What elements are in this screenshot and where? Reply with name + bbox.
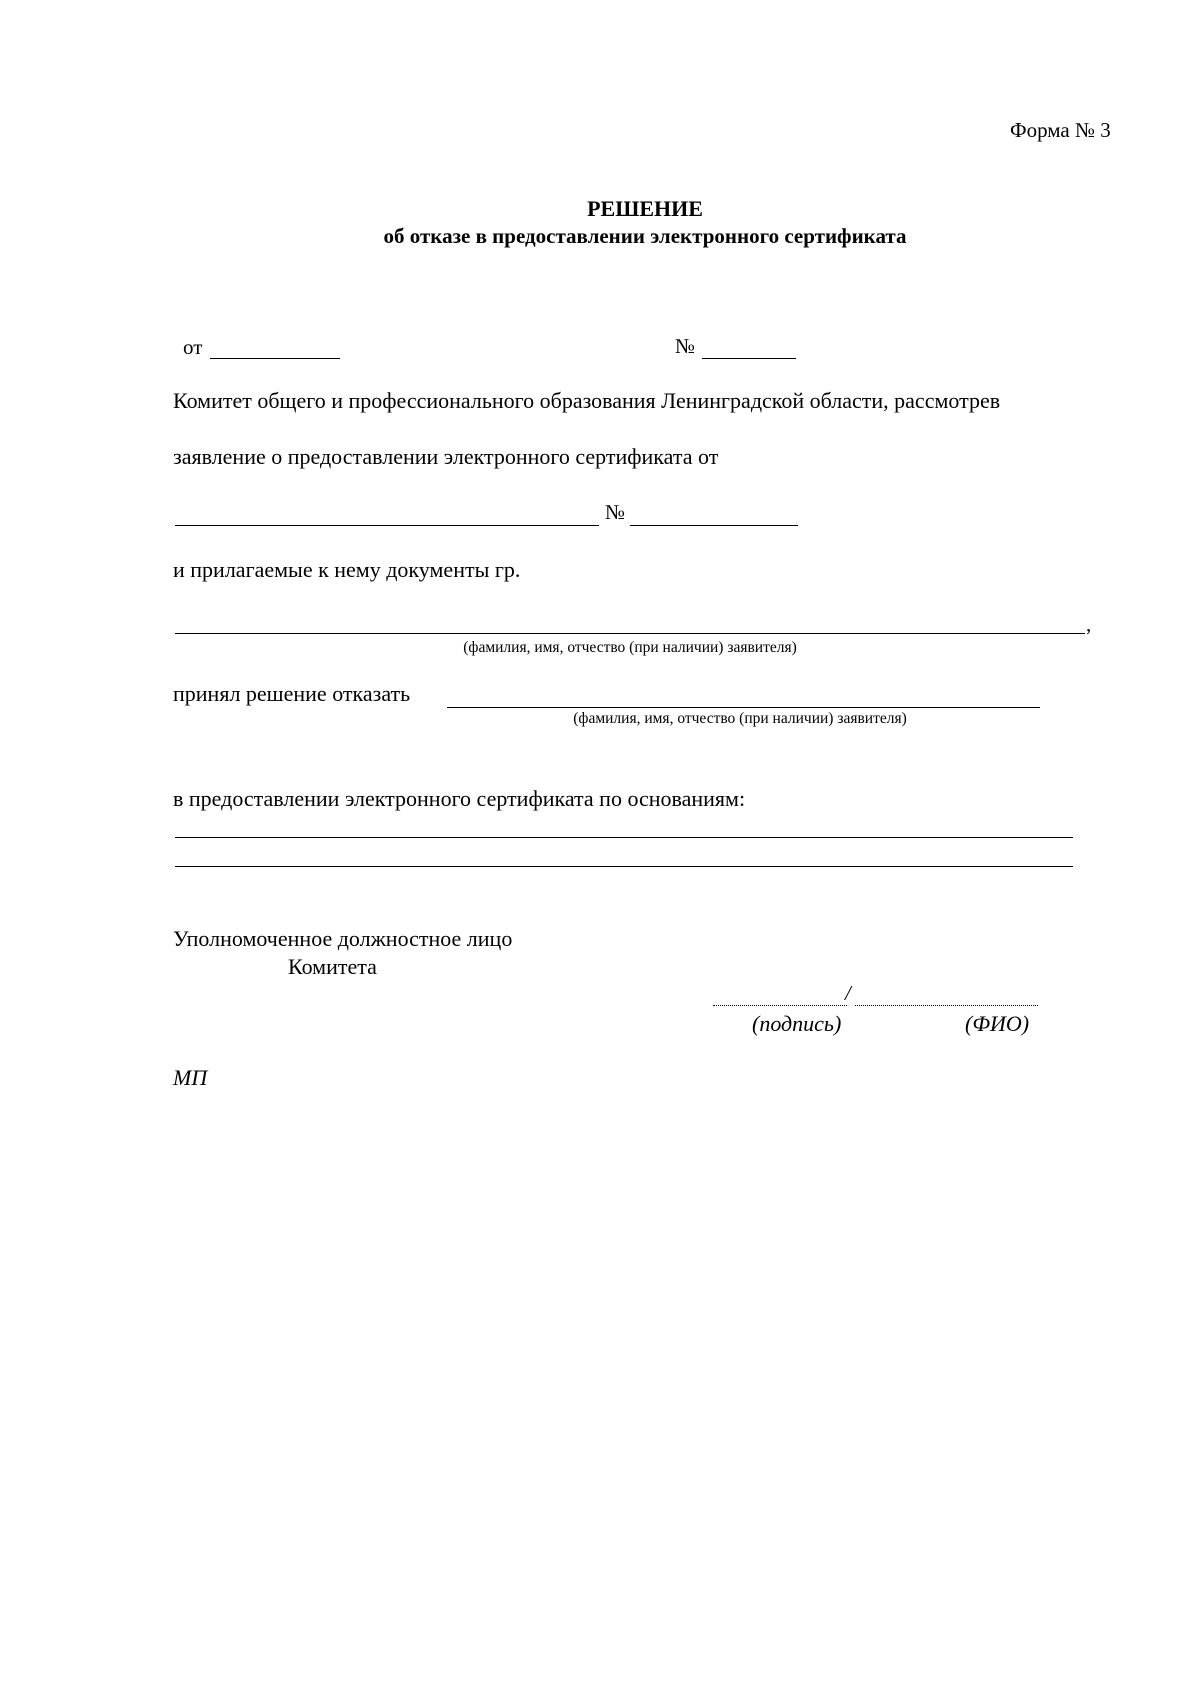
grounds-line-1[interactable]	[175, 837, 1073, 838]
attached-docs-text: и прилагаемые к нему документы гр.	[173, 557, 521, 582]
paragraph-line-1: Комитет общего и профессионального образования Ленинградской области, рассмотрев	[173, 388, 1001, 413]
grounds-line-2[interactable]	[175, 866, 1073, 867]
decision-caption: (фамилия, имя, отчество (при наличии) заявителя)	[573, 710, 907, 727]
decision-text: принял решение отказать	[173, 681, 411, 706]
application-number-line[interactable]	[630, 525, 798, 526]
page-title: РЕШЕНИЕ	[587, 196, 703, 221]
signature-line[interactable]	[713, 1005, 847, 1006]
page-subtitle: об отказе в предоставлении электронного сертификата	[383, 224, 907, 248]
number-field-line[interactable]	[702, 358, 796, 359]
fio-line[interactable]	[855, 1005, 1038, 1006]
application-number-sign: №	[605, 500, 626, 524]
paragraph-line-2: заявление о предоставлении электронного сертификата от	[173, 444, 719, 469]
decision-name-line[interactable]	[447, 707, 1040, 708]
date-prefix: от	[183, 335, 203, 359]
signature-slash: /	[845, 981, 851, 1005]
form-number: Форма № 3	[1010, 118, 1111, 142]
signature-caption: (подпись)	[752, 1011, 842, 1036]
number-sign: №	[675, 334, 696, 358]
fio-caption: (ФИО)	[965, 1011, 1030, 1036]
stamp-label: МП	[173, 1065, 208, 1090]
grounds-text: в предоставлении электронного сертификата по основаниям:	[173, 786, 746, 811]
application-date-line[interactable]	[175, 525, 599, 526]
official-title-line-1: Уполномоченное должностное лицо	[173, 926, 513, 951]
date-field-line[interactable]	[210, 358, 340, 359]
trailing-comma: ,	[1086, 612, 1092, 636]
applicant-name-line[interactable]	[175, 633, 1085, 634]
official-title-line-2: Комитета	[288, 954, 377, 979]
applicant-caption: (фамилия, имя, отчество (при наличии) заявителя)	[463, 639, 797, 656]
